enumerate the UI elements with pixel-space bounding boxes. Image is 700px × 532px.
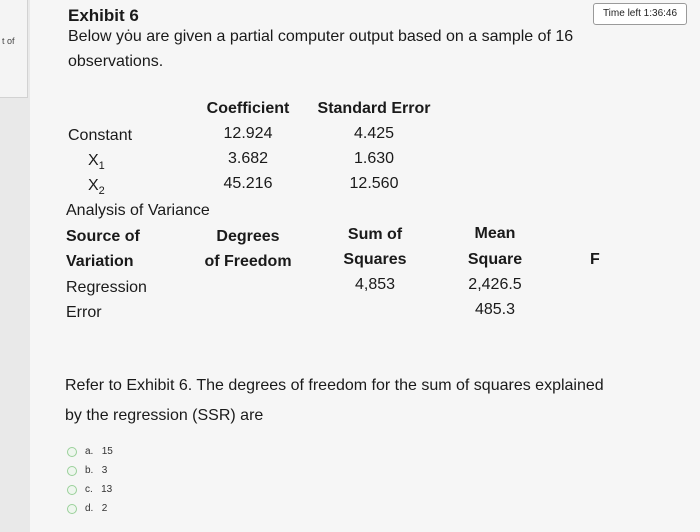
row-label-x2: $X_2$ bbox=[88, 177, 105, 197]
ss-header-line2: Squares bbox=[343, 251, 407, 268]
question-prompt-line2: by the regression (SSR) are bbox=[65, 407, 264, 424]
radio-button[interactable] bbox=[67, 466, 77, 476]
coefficient-x1: 3.682 bbox=[227, 150, 269, 167]
df-header-line1: Degrees bbox=[216, 228, 280, 245]
anova-row-regression-ms: 2,426.5 bbox=[468, 276, 522, 293]
answer-option-b[interactable]: b. 3 bbox=[67, 465, 107, 476]
coefficient-constant: 12.924 bbox=[223, 125, 273, 142]
ss-header-line1: Sum of bbox=[347, 226, 403, 243]
row-label-constant: Constant bbox=[68, 127, 133, 144]
coefficient-x2: 45.216 bbox=[223, 175, 273, 192]
df-header-line2: of Freedom bbox=[204, 253, 292, 270]
anova-row-regression-label: Regression bbox=[66, 279, 147, 296]
std-error-header: Standard Error bbox=[317, 100, 431, 117]
anova-row-error-label: Error bbox=[66, 304, 102, 321]
f-header: F bbox=[590, 251, 600, 268]
radio-button[interactable] bbox=[67, 485, 77, 495]
radio-button[interactable] bbox=[67, 447, 77, 457]
anova-title: Analysis of Variance bbox=[66, 202, 210, 219]
answer-option-d[interactable]: d. 2 bbox=[67, 503, 107, 514]
source-header-line1: Source of bbox=[66, 228, 140, 245]
navigation-strip bbox=[0, 0, 28, 98]
intro-text-line1: Below yȯu are given a partial computer output based on a sample of 16 bbox=[68, 28, 574, 45]
std-error-x1: 1.630 bbox=[353, 150, 395, 167]
anova-row-error-ms: 485.3 bbox=[474, 301, 516, 318]
std-error-x2: 12.560 bbox=[349, 175, 399, 192]
ms-header-line1: Mean bbox=[474, 225, 516, 242]
intro-text-line2: observations. bbox=[68, 53, 164, 70]
time-left-indicator: Time left 1:36:46 bbox=[593, 3, 687, 25]
std-error-constant: 4.425 bbox=[353, 125, 395, 142]
coefficient-header: Coefficient bbox=[206, 100, 290, 117]
answer-option-c[interactable]: c. 13 bbox=[67, 484, 112, 495]
question-counter-label: t of bbox=[2, 36, 15, 46]
anova-row-regression-ss: 4,853 bbox=[354, 276, 396, 293]
exhibit-title: Exhibit 6 bbox=[68, 6, 139, 25]
ms-header-line2: Square bbox=[467, 251, 523, 268]
answer-option-a[interactable]: a. 15 bbox=[67, 446, 113, 457]
question-panel bbox=[30, 0, 700, 532]
source-header-line2: Variation bbox=[66, 253, 134, 270]
radio-button[interactable] bbox=[67, 504, 77, 514]
question-prompt-line1: Refer to Exhibit 6. The degrees of freedom for the sum of squares explained bbox=[65, 377, 604, 394]
row-label-x1: $X_1$ bbox=[88, 152, 105, 172]
